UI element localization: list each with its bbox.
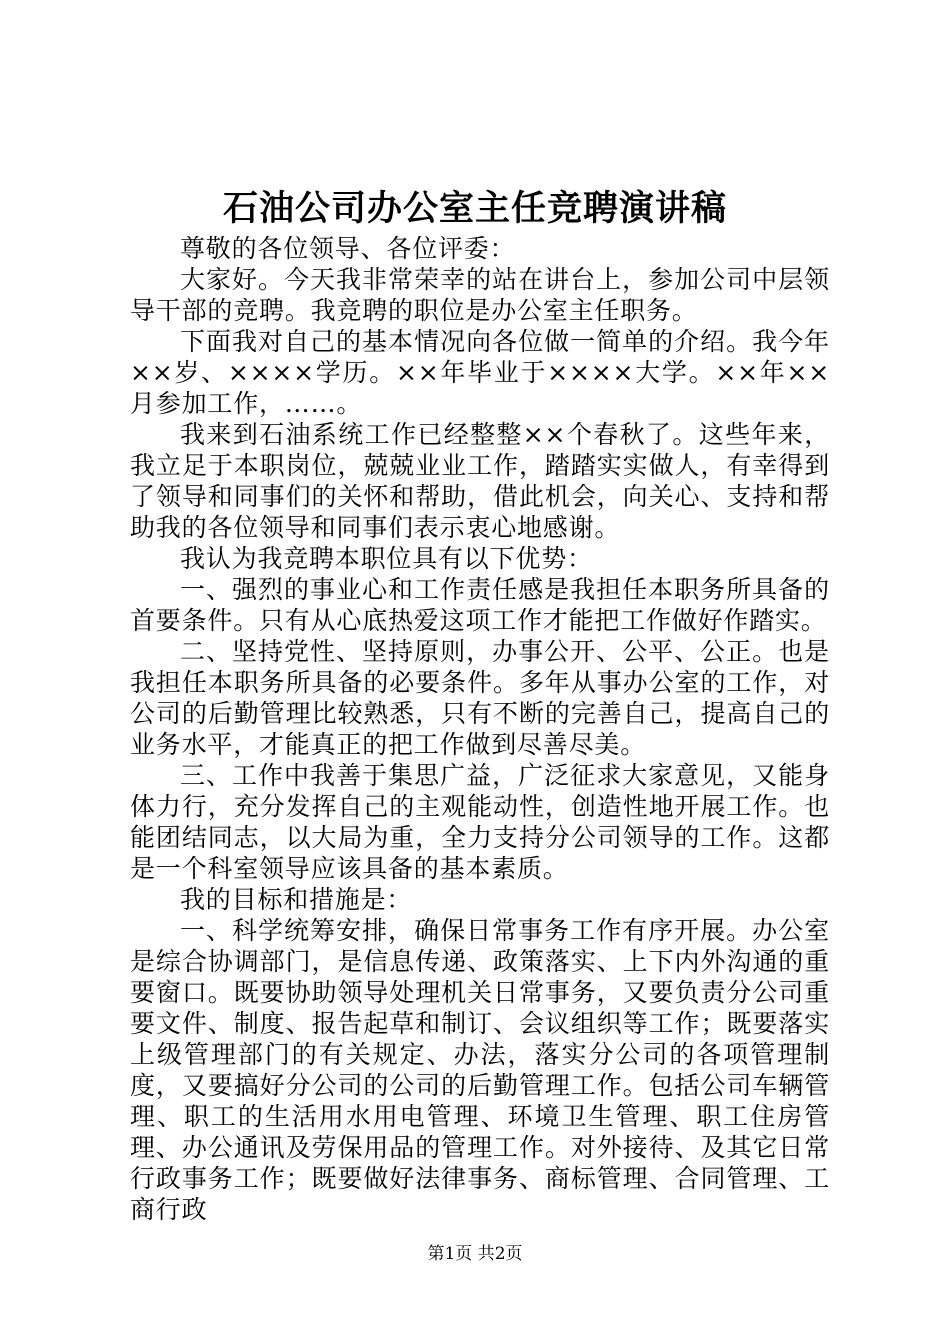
document-title: 石油公司办公室主任竞聘演讲稿 — [222, 188, 727, 229]
paragraph-self-intro: 下面我对自己的基本情况向各位做一简单的介绍。我今年××岁、××××学历。××年毕业于××××大学。××年××月参加工作，……。 — [130, 327, 830, 418]
page-number-footer: 第1页 共2页 — [427, 1244, 523, 1264]
paragraph-advantage-1: 一、强烈的事业心和工作责任感是我担任本职务所具备的首要条件。只有从心底热爱这项工作才能把工作做好作踏实。 — [130, 575, 830, 635]
paragraph-advantages-heading: 我认为我竞聘本职位具有以下优势： — [180, 544, 593, 573]
paragraph-advantage-3: 三、工作中我善于集思广益，广泛征求大家意见，又能身体力行，充分发挥自己的主观能动性，创造性地开展工作。也能团结同志，以大局为重，全力支持分公司领导的工作。这都是一个科室领导应该具备的基本素质。 — [130, 761, 830, 883]
paragraph-advantage-2: 二、坚持党性、坚持原则，办事公开、公平、公正。也是我担任本职务所具备的必要条件。多年从事办公室的工作，对公司的后勤管理比较熟悉，只有不断的完善自己，提高自己的业务水平，才能真正的把工作做到尽善尽美。 — [130, 637, 830, 759]
document-body — [130, 233, 830, 1225]
paragraph-goal-1: 一、科学统筹安排，确保日常事务工作有序开展。办公室是综合协调部门，是信息传递、政策落实、上下内外沟通的重要窗口。既要协助领导处理机关日常事务，又要负责分公司重要文件、制度、报告起草和制订、会议组织等工作；既要落实上级管理部门的有关规定、办法，落实分公司的各项管理制度，又要搞好分公司的公司的后勤管理工作。包括公司车辆管理、职工的生活用水用电管理、环境卫生管理、职工住房管理、办公通讯及劳保用品的管理工作。对外接待、及其它日常行政事务工作；既要做好法律事务、商标管理、合同管理、工商行政 — [130, 916, 830, 1224]
paragraph-salutation: 尊敬的各位领导、各位评委： — [180, 234, 516, 263]
paragraph-work-history: 我来到石油系统工作已经整整××个春秋了。这些年来，我立足于本职岗位，兢兢业业工作，踏踏实实做人，有幸得到了领导和同事们的关怀和帮助，借此机会，向关心、支持和帮助我的各位领导和同事们表示衷心地感谢。 — [130, 420, 830, 542]
paragraph-goals-heading: 我的目标和措施是： — [180, 885, 413, 914]
paragraph-greeting: 大家好。今天我非常荣幸的站在讲台上，参加公司中层领导干部的竞聘。我竞聘的职位是办公室主任职务。 — [130, 265, 830, 325]
